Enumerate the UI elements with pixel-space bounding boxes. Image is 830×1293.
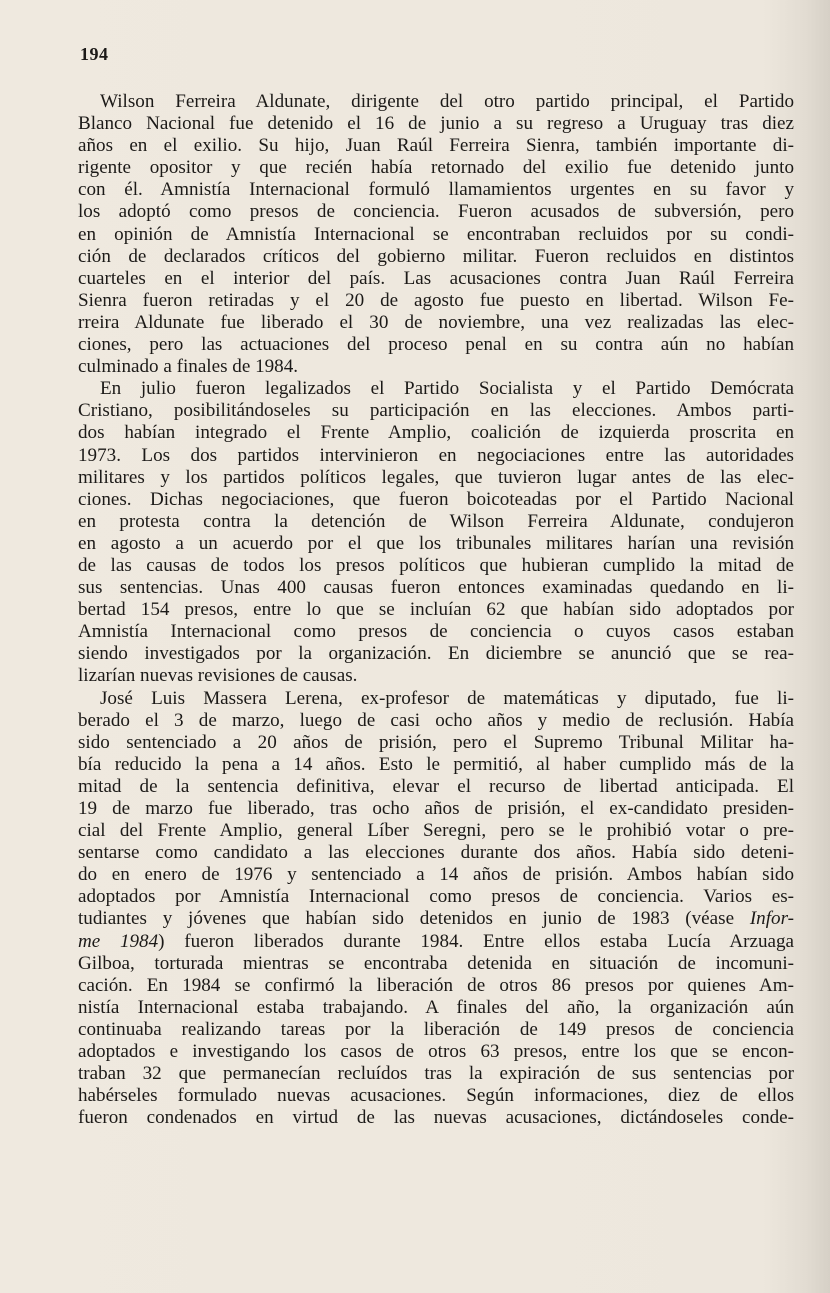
text-line xyxy=(78,422,794,444)
text-segment: adoptados por Amnistía Internacional como presos de conciencia. Varios es- xyxy=(78,886,794,908)
text-segment: años en el exilio. Su hijo, Juan Raúl Ferreira Sienra, también importante di- xyxy=(78,135,794,157)
text-segment: José Luis Massera Lerena, ex-profesor de matemáticas y diputado, fue li- xyxy=(100,687,794,709)
text-line xyxy=(78,599,794,621)
text-segment: tudiantes y jóvenes que habían sido detenidos en junio de 1983 (véase xyxy=(78,908,750,930)
text-line xyxy=(78,1063,794,1085)
text-line xyxy=(78,754,794,776)
text-line xyxy=(78,886,794,908)
text-segment: do en enero de 1976 y sentenciado a 14 años de prisión. Ambos habían sido xyxy=(78,864,794,886)
text-segment: culminado a finales de 1984. xyxy=(78,356,299,378)
text-segment: adoptados e investigando los casos de otros 63 presos, entre los que se encon- xyxy=(78,1041,794,1063)
text-segment: berado el 3 de marzo, luego de casi ocho años y medio de reclusión. Había xyxy=(78,709,794,731)
text-segment: ) fueron liberados durante 1984. Entre ellos estaba Lucía Arzuaga xyxy=(158,930,794,952)
text-line xyxy=(78,378,794,400)
text-line xyxy=(78,135,794,157)
page-number: 194 xyxy=(80,44,109,64)
text-segment: 19 de marzo fue liberado, tras ocho años de prisión, el ex-candidato presiden- xyxy=(78,798,794,819)
text-segment: siendo investigados por la organización. En diciembre se anunció que se rea- xyxy=(78,643,794,665)
text-line xyxy=(78,931,794,953)
text-line xyxy=(78,798,794,820)
text-line xyxy=(78,864,794,886)
text-line xyxy=(78,157,794,179)
text-segment: dos habían integrado el Frente Amplio, coalición de izquierda proscrita en xyxy=(78,422,794,444)
text-segment: Gilboa, torturada mientras se encontraba detenida en situación de incomuni- xyxy=(78,952,794,974)
text-segment: continuaba realizando tareas por la liberación de 149 presos de conciencia xyxy=(78,1018,794,1040)
text-segment: ciones, pero las actuaciones del proceso penal en su contra aún no habían xyxy=(78,334,794,356)
text-line xyxy=(78,179,794,201)
text-line xyxy=(78,533,794,555)
text-line xyxy=(78,842,794,864)
text-segment: cación. En 1984 se confirmó la liberación de otros 86 presos por quienes Am- xyxy=(78,974,794,996)
text-segment: Cristiano, posibilitándoseles su participación en las elecciones. Ambos parti- xyxy=(78,400,794,422)
text-line xyxy=(78,312,794,334)
text-line xyxy=(78,224,794,246)
text-line xyxy=(78,555,794,577)
text-line xyxy=(78,445,794,467)
text-line xyxy=(78,820,794,842)
text-segment: mitad de la sentencia definitiva, elevar el recurso de libertad anticipada. El xyxy=(78,775,794,797)
text-line xyxy=(78,665,794,687)
text-segment: Sienra fueron retiradas y el 20 de agosto fue puesto en libertad. Wilson Fe- xyxy=(78,289,794,311)
text-segment: sus sentencias. Unas 400 causas fueron entonces examinadas quedando en li- xyxy=(78,577,794,599)
text-line xyxy=(78,400,794,422)
text-segment: bía reducido la pena a 14 años. Esto le permitió, al haber cumplido más de la xyxy=(78,753,794,775)
text-line xyxy=(78,997,794,1019)
text-segment: Amnistía Internacional como presos de conciencia o cuyos casos estaban xyxy=(78,621,794,643)
text-line xyxy=(78,621,794,643)
text-line xyxy=(78,1041,794,1063)
text-segment: habérseles formulado nuevas acusaciones. Según informaciones, diez de ellos xyxy=(78,1085,794,1107)
text-line xyxy=(78,290,794,312)
text-line xyxy=(78,91,794,113)
text-segment: Wilson Ferreira Aldunate, dirigente del otro partido principal, el Partido xyxy=(100,91,794,112)
text-line xyxy=(78,246,794,268)
text-segment: Blanco Nacional fue detenido el 16 de junio a su regreso a Uruguay tras diez xyxy=(78,113,794,135)
text-line xyxy=(78,710,794,732)
text-line xyxy=(78,1107,794,1129)
text-segment: cial del Frente Amplio, general Líber Seregni, pero se le prohibió votar o pre- xyxy=(78,820,794,842)
text-segment: rreira Aldunate fue liberado el 30 de noviembre, una vez realizadas las elec- xyxy=(78,311,794,333)
text-line xyxy=(78,908,794,930)
text-line xyxy=(78,467,794,489)
text-line xyxy=(78,1085,794,1107)
text-line xyxy=(78,511,794,533)
text-segment: ción de declarados críticos del gobierno militar. Fueron recluidos en distintos xyxy=(78,245,794,267)
italic-reference: Infor- xyxy=(749,908,794,930)
text-segment: en opinión de Amnistía Internacional se encontraban recluidos por su condi- xyxy=(78,223,794,245)
text-segment: bertad 154 presos, entre lo que se incluían 62 que habían sido adoptados por xyxy=(78,599,794,621)
text-segment: fueron condenados en virtud de las nuevas acusaciones, dictándoseles conde- xyxy=(78,1107,794,1129)
text-segment: sido sentenciado a 20 años de prisión, pero el Supremo Tribunal Militar ha- xyxy=(78,731,794,753)
text-line xyxy=(78,732,794,754)
text-line xyxy=(78,953,794,975)
text-line xyxy=(78,975,794,997)
text-line xyxy=(78,688,794,710)
text-segment: sentarse como candidato a las elecciones durante dos años. Había sido deteni- xyxy=(78,842,794,864)
text-line xyxy=(78,643,794,665)
text-segment: en protesta contra la detención de Wilson Ferreira Aldunate, condujeron xyxy=(78,510,794,532)
text-segment: lizarían nuevas revisiones de causas. xyxy=(78,665,358,687)
text-line xyxy=(78,334,794,356)
text-segment: En julio fueron legalizados el Partido Socialista y el Partido Demócrata xyxy=(100,378,794,400)
text-segment: 1973. Los dos partidos intervinieron en negociaciones entre las autoridades xyxy=(78,444,794,466)
text-segment: nistía Internacional estaba trabajando. A finales del año, la organización aún xyxy=(78,996,794,1018)
text-segment: los adoptó como presos de conciencia. Fueron acusados de subversión, pero xyxy=(78,201,794,223)
text-line xyxy=(78,489,794,511)
text-line xyxy=(78,1019,794,1041)
text-segment: traban 32 que permanecían recluídos tras la expiración de sus sentencias por xyxy=(78,1063,794,1085)
text-segment: ciones. Dichas negociaciones, que fueron boicoteadas por el Partido Nacional xyxy=(78,488,794,510)
text-line xyxy=(78,113,794,135)
text-segment: rigente opositor y que recién había retornado del exilio fue detenido junto xyxy=(78,157,794,179)
text-line xyxy=(78,201,794,223)
text-line xyxy=(78,356,794,378)
text-line xyxy=(78,268,794,290)
italic-reference: me 1984 xyxy=(78,930,159,952)
body-text xyxy=(78,91,794,1129)
text-segment: cuarteles en el interior del país. Las acusaciones contra Juan Raúl Ferreira xyxy=(78,267,794,289)
text-line xyxy=(78,577,794,599)
text-segment: militares y los partidos políticos legales, que tuvieron lugar antes de las elec- xyxy=(78,466,794,488)
text-segment: en agosto a un acuerdo por el que los tribunales militares harían una revisión xyxy=(78,532,794,554)
text-segment: de las causas de todos los presos políticos que hubieran cumplido la mitad de xyxy=(78,554,794,576)
text-segment: con él. Amnistía Internacional formuló llamamientos urgentes en su favor y xyxy=(78,179,794,201)
text-line xyxy=(78,776,794,798)
